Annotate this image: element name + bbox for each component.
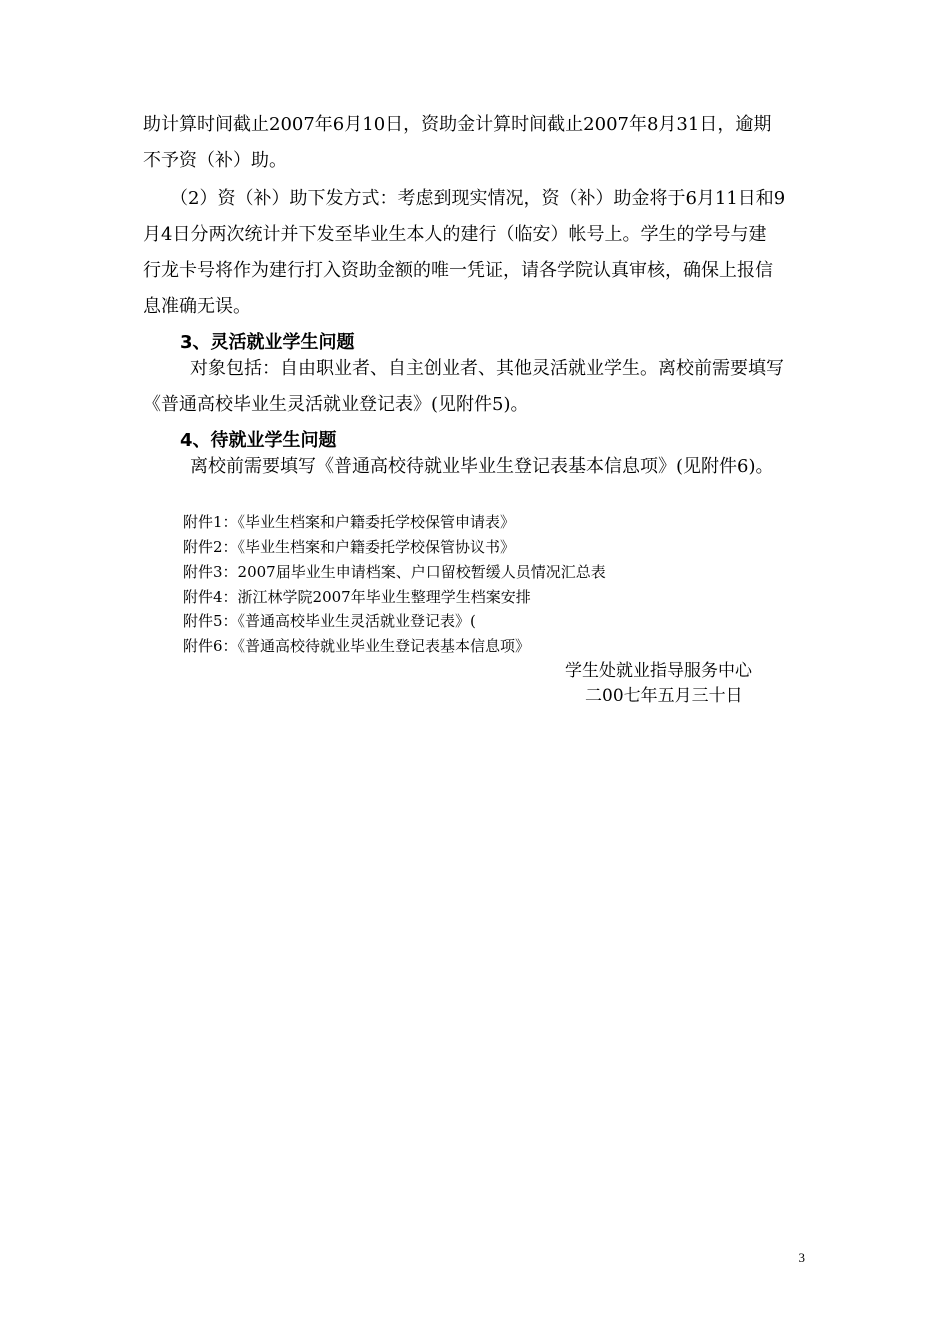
section3-line1: 对象包括：自由职业者、自主创业者、其他灵活就业学生。离校前需要填写 [190,358,784,379]
section4-line1: 离校前需要填写《普通高校待就业毕业生登记表基本信息项》(见附件6)。 [190,456,774,477]
paragraph2-line2: 月4日分两次统计并下发至毕业生本人的建行（临安）帐号上。学生的学号与建 [143,224,767,245]
attachment-6: 附件6：《普通高校待就业毕业生登记表基本信息项》 [183,637,531,655]
page-number: 3 [798,1250,805,1265]
section4-heading: 4、待就业学生问题 [180,430,337,451]
paragraph1-line2: 不予资（补）助。 [143,150,287,171]
attachment-4: 附件4：浙江林学院2007年毕业生整理学生档案安排 [183,588,531,606]
section3-heading: 3、灵活就业学生问题 [180,332,355,353]
paragraph2-line1: （2）资（补）助下发方式：考虑到现实情况，资（补）助金将于6月11日和9 [170,188,786,209]
attachment-5: 附件5：《普通高校毕业生灵活就业登记表》( [183,612,476,630]
paragraph2-line4: 息准确无误。 [143,296,251,317]
attachment-3: 附件3：2007届毕业生申请档案、户口留校暂缓人员情况汇总表 [183,563,606,581]
paragraph1-line1: 助计算时间截止2007年6月10日，资助金计算时间截止2007年8月31日，逾期 [143,114,772,135]
section3-line2: 《普通高校毕业生灵活就业登记表》(见附件5)。 [143,394,529,415]
attachment-2: 附件2：《毕业生档案和户籍委托学校保管协议书》 [183,538,516,556]
paragraph2-line3: 行龙卡号将作为建行打入资助金额的唯一凭证，请各学院认真审核，确保上报信 [143,260,773,281]
signature-date: 二00七年五月三十日 [585,686,743,706]
attachment-1: 附件1：《毕业生档案和户籍委托学校保管申请表》 [183,513,516,531]
signature-org: 学生处就业指导服务中心 [565,661,752,681]
